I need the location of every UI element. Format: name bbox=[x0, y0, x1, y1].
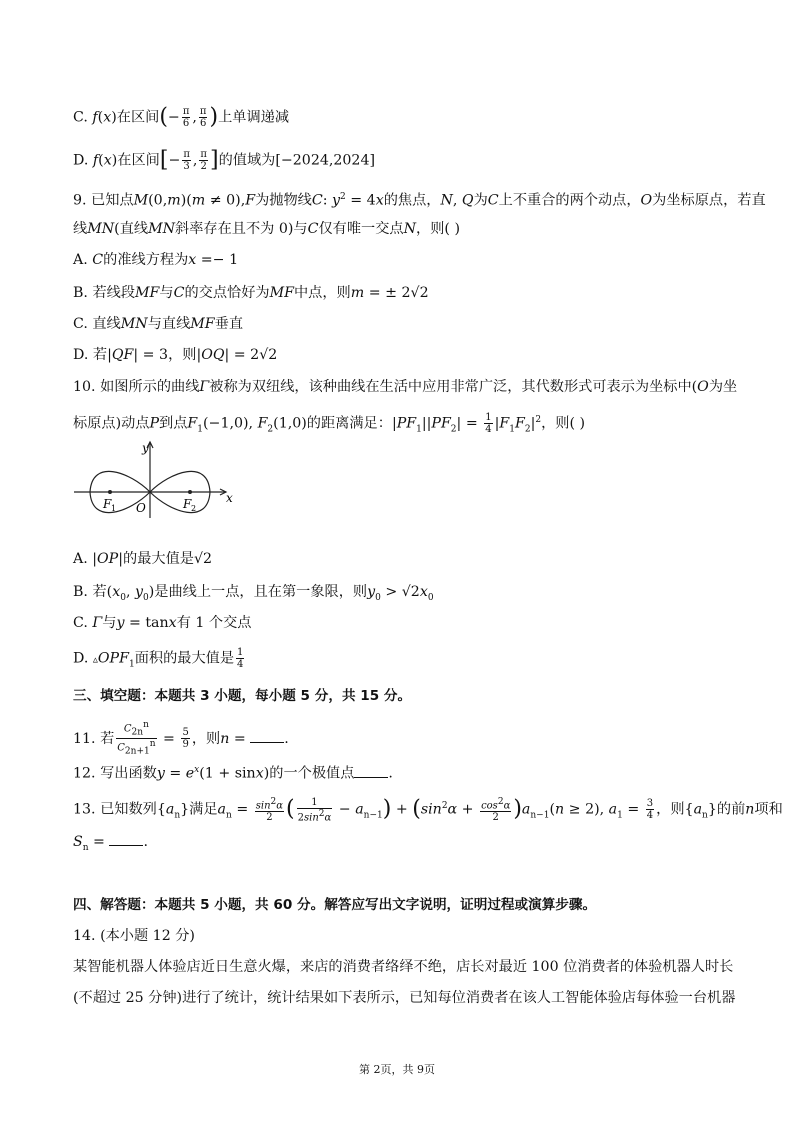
question-13-line1: 13. 已知数列$\{a_n\}$满足$a_n$ = $\frac{\sin^2\alpha}{2}$ ( $\frac{1}{2\sin^2\alpha}$ − $a_{n-1}) + (\sin^2\alpha$ + $\frac{\cos^2\alpha}{2}$ )$a_{n-1}(n \ge 2)$, $a_1$ = $\frac{3}{4}$ ，则$\{a_n\}$的前n项和 bbox=[73, 796, 783, 823]
focus-f1-point bbox=[108, 490, 112, 494]
question-9-line1: 9. 已知点M(0,m)(m ≠ 0),F为抛物线C: $y^2 = 4x$的焦点，N, Q为C上不重合的两个动点，O为坐标原点，若直 bbox=[73, 192, 766, 209]
question-11: 11. 若 $\frac{C_{2n}^n}{C_{2n+1}^n}$ = $\frac{5}{9}$ ，则n = . bbox=[73, 720, 289, 757]
f1-label: F bbox=[103, 497, 112, 511]
option-10a: A. |OP|的最大值是√2 bbox=[73, 551, 213, 567]
x-axis-label: x bbox=[226, 491, 233, 505]
option-9a: A. C的准线方程为x =− 1 bbox=[73, 252, 239, 268]
option-8d: D. f(x)在区间[− $\frac{\pi}{3}$ , $\frac{\pi}{2}$ ]的值域为[−2024,2024] bbox=[73, 147, 376, 173]
y-axis-label: y bbox=[142, 441, 149, 455]
question-12: 12. 写出函数$y = e^x(1 + \sin x)$的一个极值点 . bbox=[73, 765, 393, 782]
page-footer: 第 2页，共 9页 bbox=[359, 1063, 435, 1076]
option-9c: C. 直线MN与直线MF垂直 bbox=[73, 316, 244, 332]
option-10d: D. $▵OPF_1$面积的最大值是 $\frac{1}{4}$ bbox=[73, 647, 244, 670]
section-4-heading: 四、解答题：本题共 5 小题，共 60 分。解答应写出文字说明，证明过程或演算步骤。 bbox=[73, 897, 597, 913]
section-3-heading: 三、填空题：本题共 3 小题，每小题 5 分，共 15 分。 bbox=[73, 688, 412, 704]
option-10b: B. 若($x_0$, $y_0$)是曲线上一点，且在第一象限，则$y_0 > √2x_0$ bbox=[73, 584, 434, 603]
question-14-line1: 某智能机器人体验店近日生意火爆，来店的消费者络绎不绝，店长对最近 100 位消费者的体验机器人时长 bbox=[73, 959, 734, 975]
question-10-line1: 10. 如图所示的曲线Γ被称为双纽线，该种曲线在生活中应用非常广泛，其代数形式可表示为坐标中(O为坐 bbox=[73, 379, 738, 395]
origin-label: O bbox=[136, 501, 146, 515]
option-9d: D. 若|QF| = 3，则|OQ| = 2√2 bbox=[73, 347, 278, 363]
question-14-heading: 14. (本小题 12 分) bbox=[73, 928, 195, 944]
question-14-line2: (不超过 25 分钟)进行了统计，统计结果如下表所示，已知每位消费者在该人工智能体验店每体验一台机器 bbox=[73, 990, 736, 1006]
f2-sub-label: 2 bbox=[191, 504, 197, 513]
f2-label: F bbox=[183, 497, 192, 511]
question-9-line2: 线MN(直线MN斜率存在且不为 0)与C仅有唯一交点N，则( ) bbox=[73, 221, 460, 237]
option-8c: C. f(x)在区间(− $\frac{\pi}{6}$ , $\frac{\pi}{6}$ )上单调递减 bbox=[73, 104, 290, 130]
option-10c: C. Γ与y = tanx有 1 个交点 bbox=[73, 615, 252, 631]
lemniscate-figure bbox=[70, 440, 240, 520]
focus-f2-point bbox=[188, 490, 192, 494]
question-13-line2: $S_n$ = . bbox=[73, 834, 148, 853]
option-9b: B. 若线段MF与C的交点恰好为MF中点，则m = ± 2√2 bbox=[73, 285, 429, 301]
f1-sub-label: 1 bbox=[111, 504, 117, 513]
question-10-line2: 标原点)动点P到点$F_1(-1,0)$, $F_2(1,0)$的距离满足：$|PF_1||PF_2|$ = $\frac{1}{4}$ $|F_1F_2|^2$，则( ) bbox=[73, 412, 586, 436]
